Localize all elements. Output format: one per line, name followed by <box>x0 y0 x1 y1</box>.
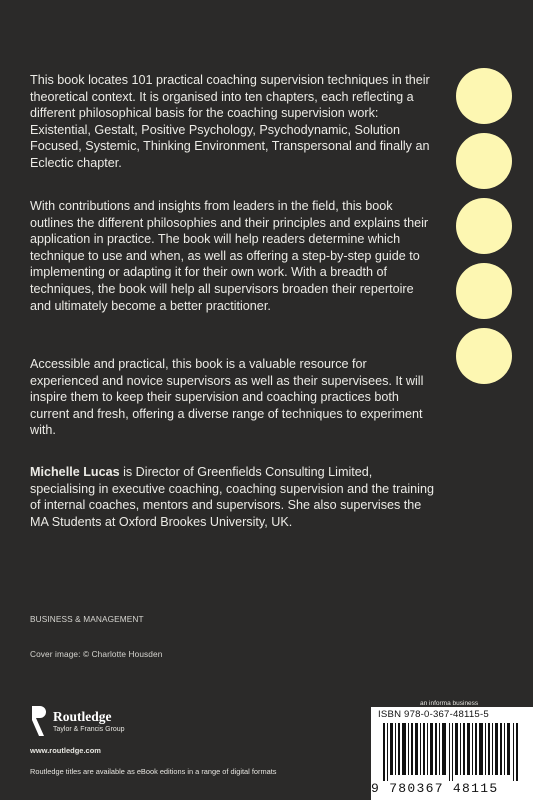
decorative-dot <box>456 328 512 384</box>
cover-credit: Cover image: © Charlotte Housden <box>30 649 163 659</box>
barcode-digits: 9 780367 48115 <box>371 781 499 796</box>
decorative-dot <box>456 263 512 319</box>
blurb-paragraph-2: With contributions and insights from leaders in the field, this book outlines the different philosophies and their principles and explains their application in practice. The book will help readers determine which technique to use and when, as well as offering a step-by-step guide to implementing or adapting it for their own work. With a breadth of techniques, the book will help all supervisors broaden their repertoire and ultimately become a better practitioner. <box>30 199 429 313</box>
barcode-panel <box>371 707 533 800</box>
isbn-text: ISBN 978-0-367-48115-5 <box>378 709 489 720</box>
author-name: Michelle Lucas <box>30 465 120 479</box>
decorative-dot <box>456 68 512 124</box>
decorative-dot <box>456 198 512 254</box>
blurb-paragraph-1: This book locates 101 practical coaching supervision techniques in their theoretical context. It is organised into ten chapters, each reflecting a different philosophical basis for the coaching supervision work: Existential, Gestalt, Positive Psychology, Psychodynamic, Solution Focused, Systemic, Thinking Environment, Transpersonal and finally an Eclectic chapter. <box>30 73 430 170</box>
ebook-note: Routledge titles are available as eBook editions in a range of digital formats <box>30 767 277 776</box>
author-bio <box>30 464 435 530</box>
subject-category: BUSINESS & MANAGEMENT <box>30 614 144 624</box>
routledge-logo-icon <box>30 704 48 738</box>
author-bio-text: is Director of Greenfields Consulting Limited, specialising in executive coaching, coaching supervision and the training of internal coaches, mentors and supervisors. She also supervises the MA Students at Oxford Brookes University, UK. <box>30 465 434 529</box>
publisher-group: Taylor & Francis Group <box>53 726 125 733</box>
publisher-name: Routledge <box>53 709 112 724</box>
decorative-dot <box>456 133 512 189</box>
blurb-paragraph-3: Accessible and practical, this book is a valuable resource for experienced and novice supervisors as well as their supervisees. It will inspire them to keep their supervision and coaching practices both current and fresh, offering a diverse range of techniques to experiment with. <box>30 357 424 438</box>
publisher-logo <box>30 704 210 744</box>
barcode-icon <box>383 723 523 781</box>
publisher-url[interactable]: www.routledge.com <box>30 746 101 755</box>
informa-label: an informa business <box>420 700 479 707</box>
decorative-dots <box>456 68 512 393</box>
